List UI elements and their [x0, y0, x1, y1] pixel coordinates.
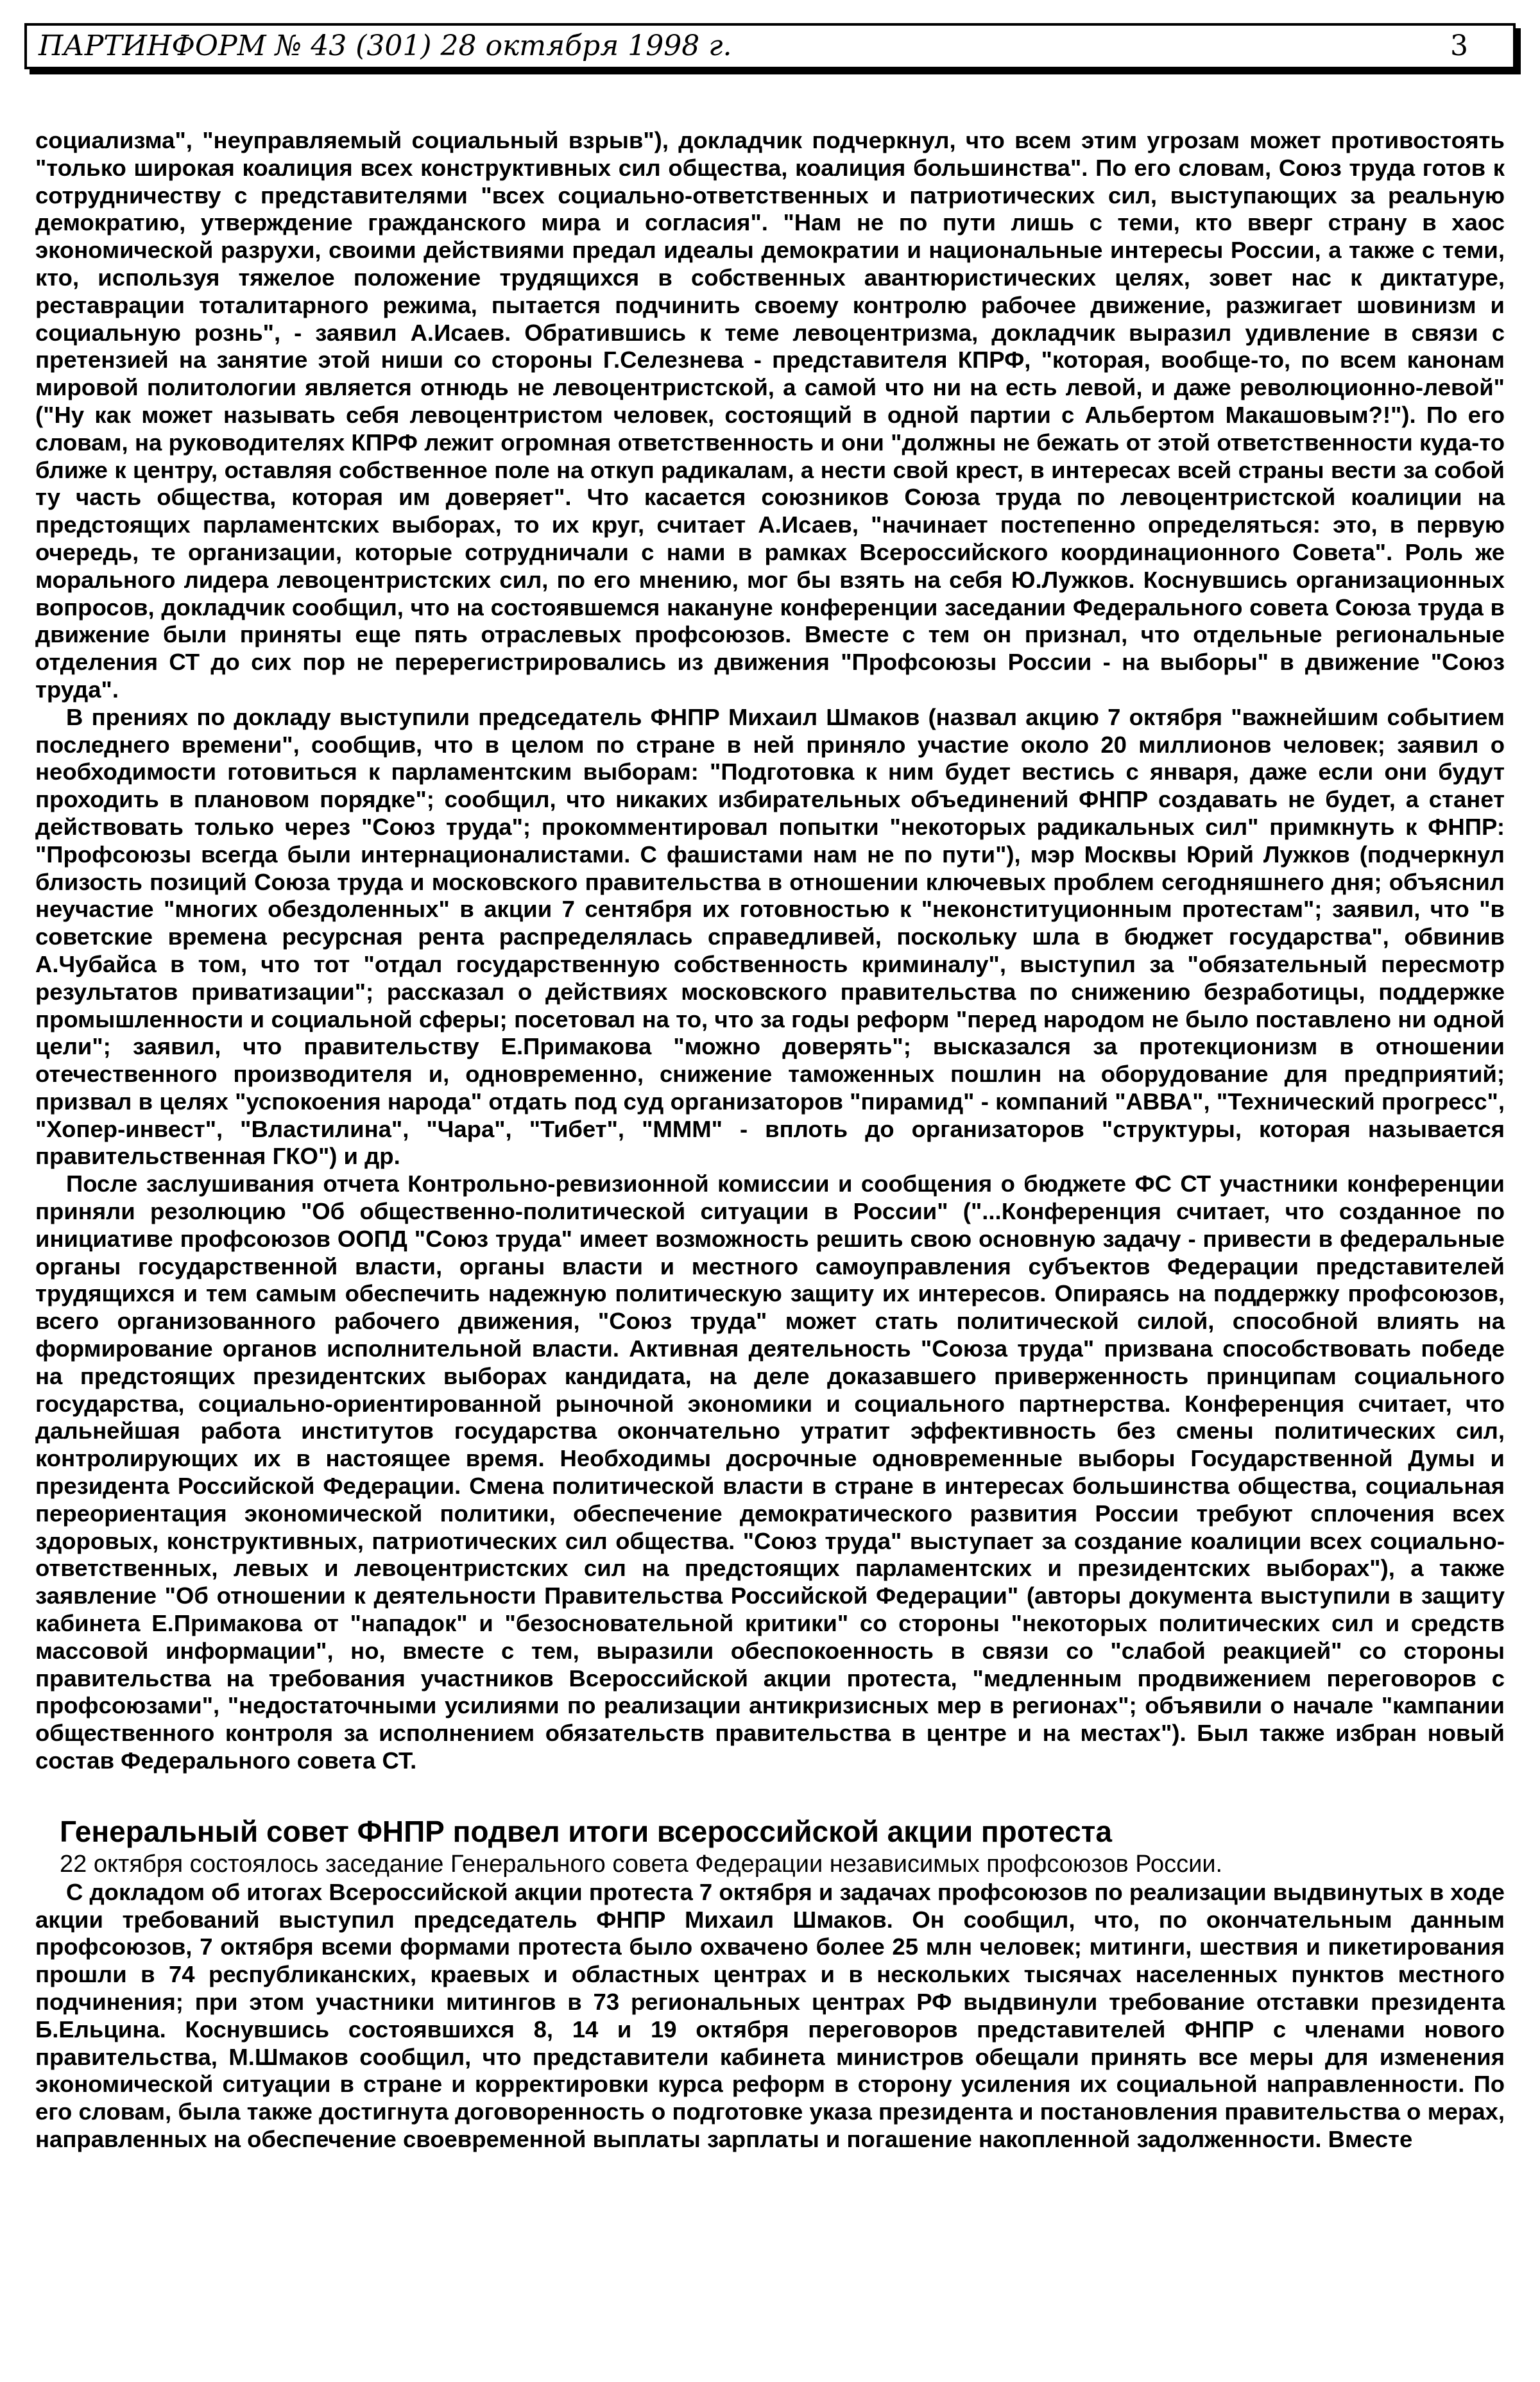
publication-title: ПАРТИНФОРМ № 43 (301) 28 октября 1998 г. [38, 30, 732, 62]
article-text [35, 127, 1505, 2154]
section-heading: Генеральный совет ФНПР подвел итоги всероссийской акции протеста [60, 1814, 1112, 1848]
section-lead: 22 октября состоялось заседание Генерального совета Федерации независимых профсоюзов России. [60, 1850, 1223, 1878]
article-paragraph: После заслушивания отчета Контрольно-ревизионной комиссии и сообщения о бюджете ФС СТ участники конференции приняли резолюцию "Об общественно-политической ситуации в России" ("...Конференция считает, что созданное по инициативе профсоюзов ООПД "Союз труда" имеет возможность решить свою основную задачу - привести в федеральные органы государственной власти, органы власти и местного самоуправления субъектов Федерации представителей трудящихся и тем самым обеспечить надежную политическую защиту их интересов. Опираясь на поддержку профсоюзов, всего организованного рабочего движения, "Союз труда" может стать политической силой, способной влиять на формирование органов исполнительной власти. Активная деятельность "Союза труда" призвана способствовать победе на предстоящих президентских выборах кандидата, на деле доказавшего приверженность принципам социального государства, социально-ориентированной рыночной экономики и социального партнерства. Конференция считает, что дальнейшая работа институтов государства окончательно утратит эффективность без смены политических сил, контролирующих их в настоящее время. Необходимы досрочные одновременные выборы Государственной Думы и президента Российской Федерации. Смена политической власти в стране в интересах большинства общества, социальная переориентация экономической политики, обеспечение демократического развития России требуют сплочения всех здоровых, конструктивных, патриотических сил общества. "Союз труда" выступает за создание коалиции всех социально-ответственных, левых и левоцентристских сил на предстоящих парламентских и президентских выборах"), а также заявление "Об отношении к деятельности Правительства Российской Федерации" (авторы документа выступили в защиту кабинета Е.Примакова от "нападок" и "безосновательной критики" со стороны "некоторых политических сил и средств массовой информации", но, вместе с тем, выразили обеспокоенность в связи со "слабой реакцией" со стороны правительства на требования участников Всероссийской акции протеста, "медленным продвижением переговоров с профсоюзами", "недостаточными усилиями по реализации антикризисных мер в регионах"; объявили о начале "кампании общественного контроля за исполнением обязательств правительства в центре и на местах"). Был также избран новый состав Федерального совета СТ. [35, 1170, 1505, 1774]
article-paragraph: социализма", "неуправляемый социальный взрыв"), докладчик подчеркнул, что всем этим угрозам может противостоять "только широкая коалиция всех конструктивных сил общества, коалиция большинства". По его словам, Союз труда готов к сотрудничеству с представителями "всех социально-ответственных и патриотических сил, выступающих за реальную демократию, утверждение гражданского мира и согласия". "Нам не по пути лишь с теми, кто вверг страну в хаос экономической разрухи, своими действиями предал идеалы демократии и национальные интересы России, а также с теми, кто, используя тяжелое положение трудящихся в собственных авантюристических целях, зовет нас к диктатуре, реставрации тоталитарного режима, пытается подчинить своему контролю рабочее движение, разжигает шовинизм и социальную рознь", - заявил А.Исаев. Обратившись к теме левоцентризма, докладчик выразил удивление в связи с претензией на занятие этой ниши со стороны Г.Селезнева - представителя КПРФ, "которая, вообще-то, по всем канонам мировой политологии является отнюдь не левоцентристской, а самой что ни на есть левой, и даже революционно-левой" ("Ну как может называть себя левоцентристом человек, состоящий в одной партии с Альбертом Макашовым?!"). По его словам, на руководителях КПРФ лежит огромная ответственность и они "должны не бежать от этой ответственности куда-то ближе к центру, оставляя собственное поле на откуп радикалам, а нести свой крест, в интересах всей страны вести за собой ту часть общества, которая им доверяет". Что касается союзников Союза труда по левоцентристской коалиции на предстоящих парламентских выборах, то их круг, считает А.Исаев, "начинает постепенно определяться: это, в первую очередь, те организации, которые сотрудничали с нами в рамках Всероссийского координационного Совета". Роль же морального лидера левоцентристских сил, по его мнению, мог бы взять на себя Ю.Лужков. Коснувшись организационных вопросов, докладчик сообщил, что на состоявшемся накануне конференции заседании Федерального совета Союза труда в движение были приняты еще пять отраслевых профсоюзов. Вместе с тем он признал, что отдельные региональные отделения СТ до сих пор не перерегистрировались из движения "Профсоюзы России - на выборы" в движение "Союз труда". [35, 127, 1505, 703]
page-header [24, 23, 1516, 69]
page-number: 3 [1450, 30, 1468, 62]
article-paragraph: В прениях по докладу выступили председатель ФНПР Михаил Шмаков (назвал акцию 7 октября "важнейшим событием последнего времени", сообщив, что в целом по стране в ней приняло участие около 20 миллионов человек; заявил о необходимости готовиться к парламентским выборам: "Подготовка к ним будет вестись с января, даже если они будут проходить в плановом порядке"; сообщил, что никаких избирательных объединений ФНПР создавать не будет, а станет действовать только через "Союз труда"; прокомментировал попытки "некоторых радикальных сил" примкнуть к ФНПР: "Профсоюзы всегда были интернационалистами. С фашистами нам не по пути"), мэр Москвы Юрий Лужков (подчеркнул близость позиций Союза труда и московского правительства в отношении ключевых проблем сегодняшнего дня; объяснил неучастие "многих обездоленных" в акции 7 сентября их готовностью к "неконституционным протестам"; заявил, что "в советские времена ресурсная рента распределялась справедливей, поскольку шла в бюджет государства", обвинив А.Чубайса в том, что тот "отдал государственную собственность криминалу", выступил за "обязательный пересмотр результатов приватизации"; рассказал о действиях московского правительства по снижению безработицы, поддержке промышленности и социальной сферы; посетовал на то, что за годы реформ "перед народом не было поставлено ни одной цели"; заявил, что правительству Е.Примакова "можно доверять"; высказался за протекционизм в отношении отечественного производителя и, одновременно, снижение таможенных пошлин на оборудование для предприятий; призвал в целях "успокоения народа" отдать под суд организаторов "пирамид" - компаний "АВВА", "Технический прогресс", "Хопер-инвест", "Властилина", "Чара", "Тибет", "МММ" - вплоть до организаторов "структуры, которая называется правительственная ГКО") и др. [35, 703, 1505, 1170]
article-paragraph: С докладом об итогах Всероссийской акции протеста 7 октября и задачах профсоюзов по реализации выдвинутых в ходе акции требований выступил председатель ФНПР Михаил Шмаков. Он сообщил, что, по окончательным данным профсоюзов, 7 октября всеми формами протеста было охвачено более 25 млн человек; митинги, шествия и пикетирования прошли в 74 республиканских, краевых и областных центрах и в нескольких тысячах населенных пунктов местного подчинения; при этом участники митингов в 73 региональных центрах РФ выдвинули требование отставки президента Б.Ельцина. Коснувшись состоявшихся 8, 14 и 19 октября переговоров представителей ФНПР с членами нового правительства, М.Шмаков сообщил, что представители кабинета министров обещали принять все меры для изменения экономической ситуации в стране и корректировки курса реформ в сторону усиления их социальной направленности. По его словам, была также достигнута договоренность о подготовке указа президента и постановления правительства о мерах, направленных на обеспечение своевременной выплаты зарплаты и погашение накопленной задолженности. Вместе [35, 1878, 1505, 2152]
